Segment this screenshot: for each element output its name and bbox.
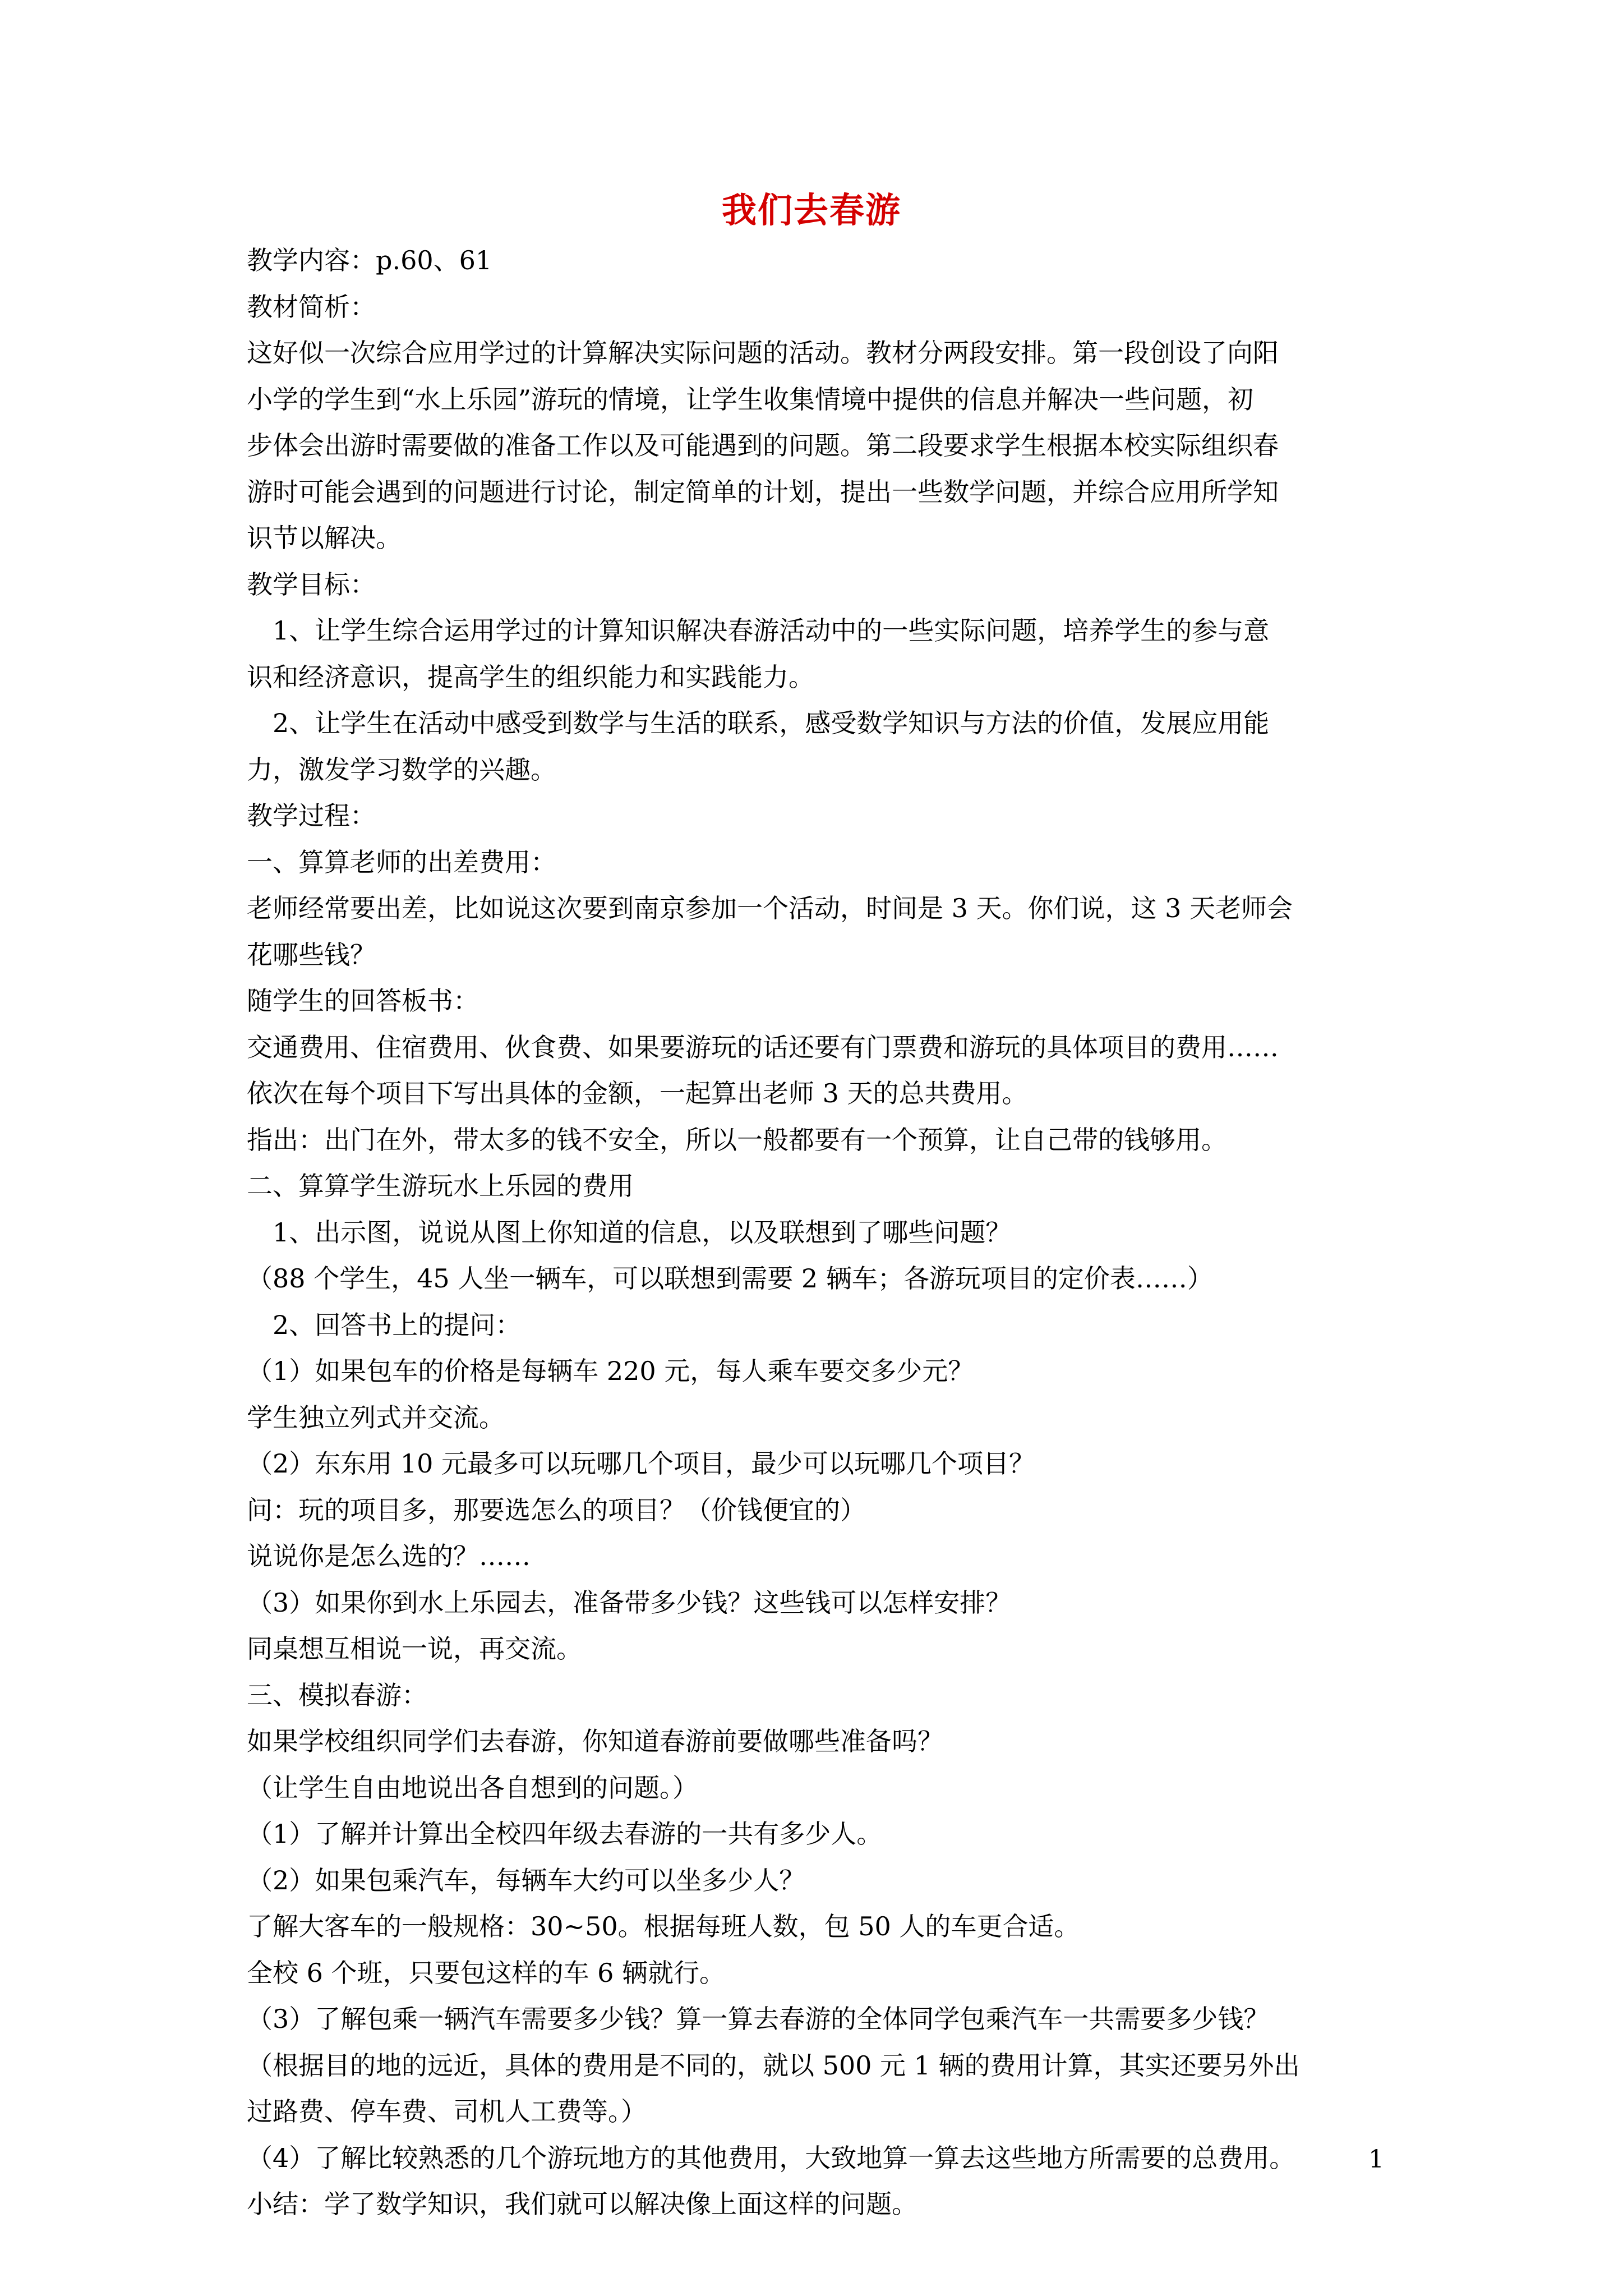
body-line: 力，激发学习数学的兴趣。 [247,754,556,785]
document-title: 我们去春游 [721,190,901,231]
body-line: 过路费、停车费、司机人工费等。） [247,2096,647,2127]
body-line: 如果学校组织同学们去春游，你知道春游前要做哪些准备吗？ [247,1726,943,1756]
body-line: 步体会出游时需要做的准备工作以及可能遇到的问题。第二段要求学生根据本校实际组织春 [247,430,1279,461]
body-line: 一、算算老师的出差费用： [247,846,556,877]
body-line: （88 个学生，45 人坐一辆车，可以联想到需要 2 辆车；各游玩项目的定价表……） [247,1263,1213,1294]
body-line: 花哪些钱？ [247,939,376,970]
body-line: （3）了解包乘一辆汽车需要多少钱？算一算去春游的全体同学包乘汽车一共需要多少钱？ [247,2004,1270,2034]
body-line: 小结：学了数学知识，我们就可以解决像上面这样的问题。 [247,2189,917,2219]
body-line: 交通费用、住宿费用、伙食费、如果要游玩的话还要有门票费和游玩的具体项目的费用…… [247,1032,1279,1062]
body-line: 1、出示图，说说从图上你知道的信息，以及联想到了哪些问题？ [247,1217,1012,1248]
page-number: 1 [1368,2145,1384,2174]
body-line: 2、回答书上的提问： [247,1309,522,1340]
body-line: 全校 6 个班，只要包这样的车 6 辆就行。 [247,1957,726,1988]
body-line: 依次在每个项目下写出具体的金额，一起算出老师 3 天的总共费用。 [247,1078,1028,1108]
body-line: 教学目标： [247,569,376,600]
body-line: 三、模拟春游： [247,1680,427,1710]
body-line: 老师经常要出差，比如说这次要到南京参加一个活动，时间是 3 天。你们说，这 3 天老师会 [247,893,1293,923]
body-line: （1）了解并计算出全校四年级去春游的一共有多少人。 [247,1819,883,1849]
body-line: 教学内容：p.60、61 [247,245,492,275]
body-line: 说说你是怎么选的？…… [247,1541,531,1571]
body-line: 识节以解决。 [247,523,402,553]
body-line: 教学过程： [247,800,376,831]
body-line: （让学生自由地说出各自想到的问题。） [247,1772,698,1803]
body-line: 了解大客车的一般规格：30~50。根据每班人数，包 50 人的车更合适。 [247,1911,1080,1941]
body-line: （1）如果包车的价格是每辆车 220 元，每人乘车要交多少元？ [247,1356,974,1386]
body-line: 1、让学生综合运用学过的计算知识解决春游活动中的一些实际问题，培养学生的参与意 [247,615,1270,646]
body-line: 2、让学生在活动中感受到数学与生活的联系，感受数学知识与方法的价值，发展应用能 [247,708,1270,738]
body-line: 同桌想互相说一说，再交流。 [247,1634,582,1664]
body-line: 二、算算学生游玩水上乐园的费用 [247,1171,634,1201]
body-line: 这好似一次综合应用学过的计算解决实际问题的活动。教材分两段安排。第一段创设了向阳 [247,338,1279,368]
body-line: （根据目的地的远近，具体的费用是不同的，就以 500 元 1 辆的费用计算，其实还要另外出 [247,2050,1300,2081]
body-line: 随学生的回答板书： [247,986,479,1016]
body-line: （2）东东用 10 元最多可以玩哪几个项目，最少可以玩哪几个项目？ [247,1448,1035,1479]
body-line: 指出：出门在外，带太多的钱不安全，所以一般都要有一个预算，让自己带的钱够用。 [247,1124,1227,1155]
body-line: （4）了解比较熟悉的几个游玩地方的其他费用，大致地算一算去这些地方所需要的总费用。 [247,2142,1295,2173]
body-line: 问：玩的项目多，那要选怎么的项目？（价钱便宜的） [247,1494,866,1525]
document-body [247,237,1391,2228]
body-line: （3）如果你到水上乐园去，准备带多少钱？这些钱可以怎样安排？ [247,1587,1012,1618]
body-line: 学生独立列式并交流。 [247,1402,505,1433]
body-line: 小学的学生到“水上乐园”游玩的情境，让学生收集情境中提供的信息并解决一些问题，初 [247,384,1254,415]
body-line: （2）如果包乘汽车，每辆车大约可以坐多少人？ [247,1865,805,1895]
body-line: 教材简析： [247,291,376,322]
body-line: 识和经济意识，提高学生的组织能力和实践能力。 [247,661,814,692]
body-line: 游时可能会遇到的问题进行讨论，制定简单的计划，提出一些数学问题，并综合应用所学知 [247,476,1279,507]
